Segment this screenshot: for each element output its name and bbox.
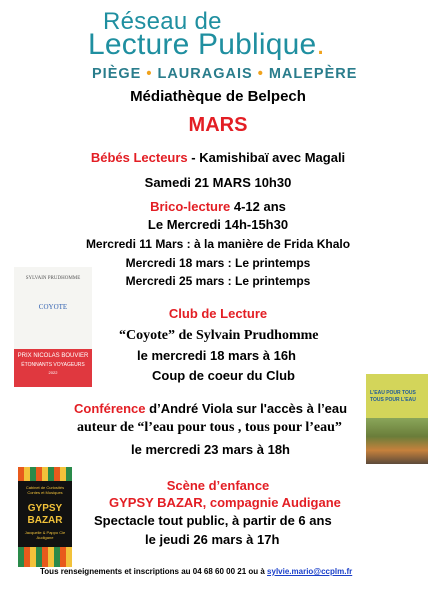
gypsy-title-2: BAZAR (27, 515, 63, 526)
bebes-title: Bébés Lecteurs (90, 150, 188, 165)
logo-line2 (88, 28, 325, 62)
conference-desc: d’André Viola sur l'accès à l’eau (145, 401, 348, 416)
eau-title-2: TOUS POUR L'EAU (370, 397, 416, 403)
gypsy-title-1: GYPSY (27, 503, 63, 514)
eau-photo (366, 418, 428, 464)
logo-malepere: MALEPÈRE (268, 66, 358, 82)
bebes-date: Samedi 21 MARS 10h30 (144, 175, 292, 190)
month-title: MARS (188, 114, 248, 136)
gypsy-pattern-bottom (18, 547, 72, 567)
coyote-author: SYLVAIN PRUDHOMME (25, 276, 81, 281)
coyote-band-1: PRIX NICOLAS BOUVIER (17, 353, 89, 359)
conference-line1 (74, 401, 347, 416)
footer-line (40, 567, 352, 576)
brico-line (0, 199, 436, 214)
conference-title: Conférence (74, 401, 146, 416)
bebes-desc: Kamishibaï avec Magali (199, 150, 346, 165)
scene-title: Scène d’enfance (166, 478, 270, 493)
club-title: Club de Lecture (168, 306, 268, 321)
library-title: Médiathèque de Belpech (130, 88, 306, 105)
logo-line3 (92, 66, 357, 82)
logo-piege: PIÈGE (92, 66, 142, 82)
logo-line1: Réseau de (103, 8, 222, 35)
gypsy-top-text: Cabinet de Curiosités Contes et Musiques (25, 485, 65, 495)
club-note: Coup de coeur du Club (152, 368, 295, 383)
brico-session-2: Mercredi 18 mars : Le printemps (125, 256, 311, 270)
gypsy-bottom-text: Jacquelie & Pappo Cie Audigane (24, 530, 66, 540)
coyote-title: COYOTE (38, 303, 68, 311)
logo-separator-icon: • (146, 66, 153, 82)
bebes-dash: - (187, 150, 200, 165)
logo-dot-icon: . (316, 28, 325, 61)
brico-ages: 4-12 ans (230, 199, 286, 214)
bebes-line (0, 150, 436, 165)
coyote-band-2: ÉTONNANTS VOYAGEURS (21, 362, 85, 368)
logo-lauragais: LAURAGAIS (157, 66, 253, 82)
brico-session-1: Mercredi 11 Mars : à la manière de Frida Khalo (85, 237, 351, 251)
brico-session-3: Mercredi 25 mars : Le printemps (125, 274, 311, 288)
coyote-band-3: 2022 (48, 370, 58, 375)
conference-date: le mercredi 23 mars à 18h (131, 442, 290, 457)
scene-audience: Spectacle tout public, à partir de 6 ans (94, 513, 332, 528)
coyote-book-cover (14, 267, 92, 387)
club-book: “Coyote” de Sylvain Prudhomme (119, 328, 319, 343)
scene-show: GYPSY BAZAR, compagnie Audigane (109, 495, 341, 510)
brico-time: Le Mercredi 14h-15h30 (147, 217, 289, 232)
club-date: le mercredi 18 mars à 16h (137, 348, 296, 363)
footer-email-link[interactable]: sylvie.mario@ccplm.fr (267, 567, 353, 576)
eau-book-cover (366, 374, 428, 464)
brico-title: Brico-lecture (150, 199, 231, 214)
footer-text: Tous renseignements et inscriptions au 04 68 60 00 21 ou à (40, 567, 268, 576)
conference-line2: auteur de “l’eau pour tous , tous pour l’eau” (77, 420, 342, 435)
eau-title-1: L'EAU POUR TOUS (370, 390, 416, 396)
scene-date: le jeudi 26 mars à 17h (145, 532, 280, 547)
logo-separator-icon: • (257, 66, 264, 82)
logo-line2-text: Lecture Publique (88, 28, 317, 61)
